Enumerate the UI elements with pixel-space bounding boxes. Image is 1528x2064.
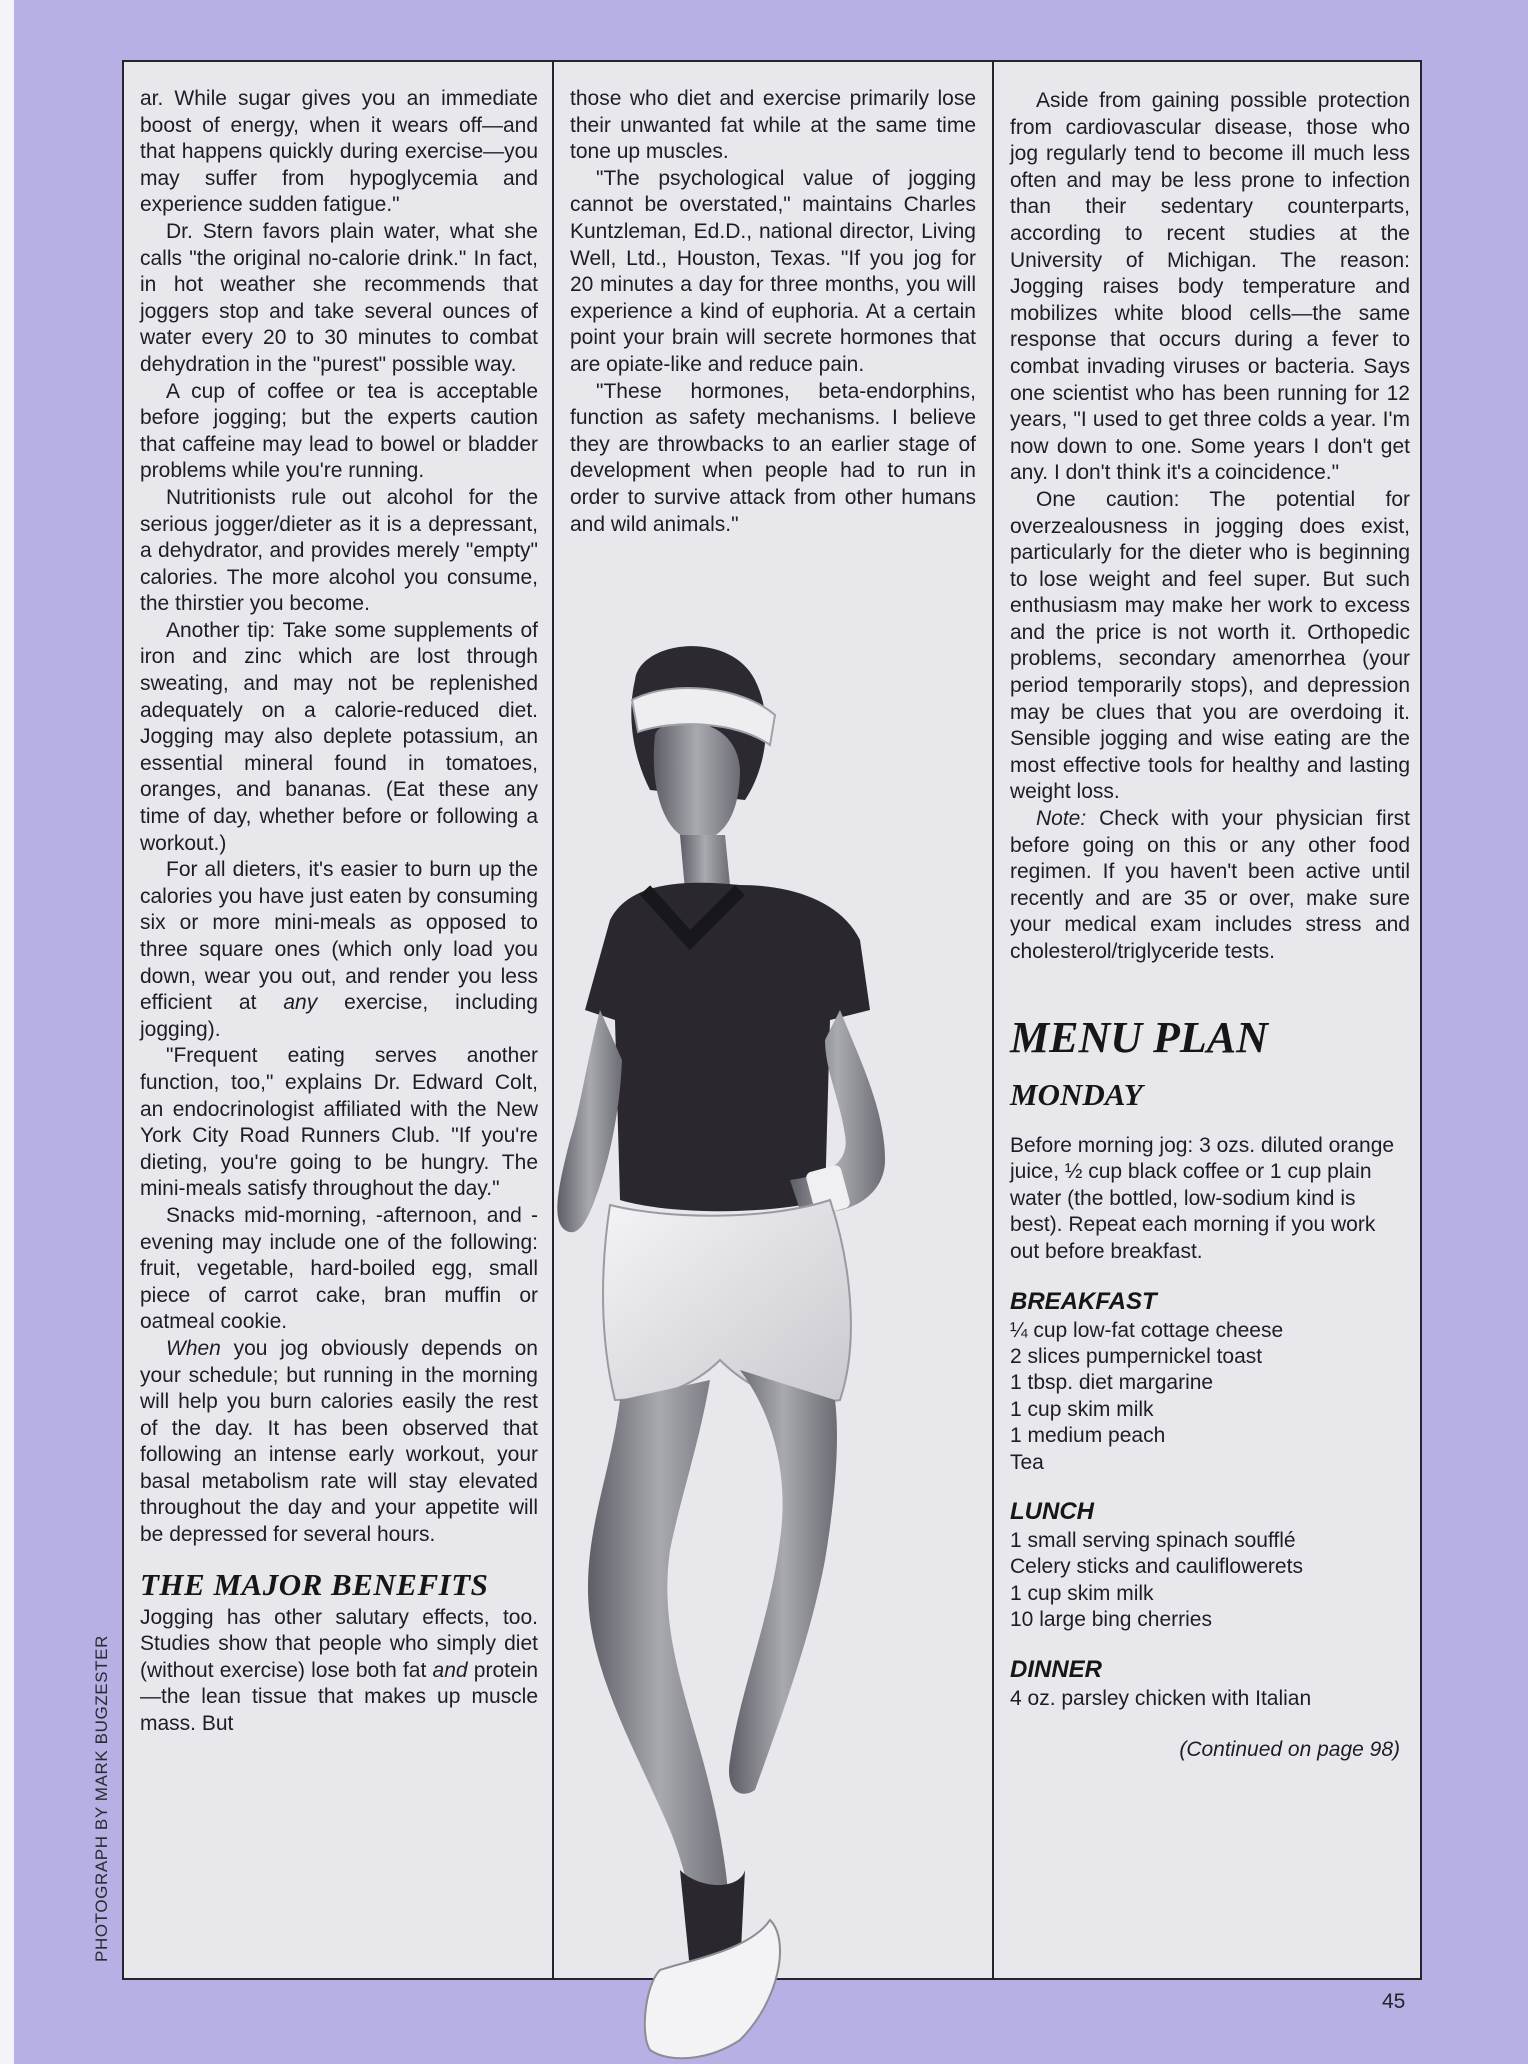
paragraph: Another tip: Take some supplements of iron and zinc which are lost through sweating, and may not be replenished adequately on a calorie-reduced diet. Jogging may also deplete potassium, an essential mineral found in tomatoes, oranges, and bananas. (Eat these any time of day, whether before or following a workout.) xyxy=(140,618,538,855)
emphasis: When xyxy=(166,1336,221,1360)
dinner-heading: DINNER xyxy=(1010,1655,1103,1683)
menu-intro: Before morning jog: 3 ozs. diluted orange juice, ½ cup black coffee or 1 cup plain water (the bottled, low-sodium kind is best). Repeat each morning if you work out before breakfast. xyxy=(1010,1133,1395,1263)
page-number: 45 xyxy=(1382,1990,1406,2013)
lunch-heading: LUNCH xyxy=(1010,1498,1094,1525)
emphasis: any xyxy=(283,991,318,1015)
menu-item: 1 cup skim milk xyxy=(1010,1581,1154,1605)
text-run: Check with your physician first before going on this or any other food regimen. If you haven't been active until recently and are 35 or over, make sure your medical exam includes stress and cholesterol/triglyceride tests. xyxy=(1010,807,1410,963)
paragraph xyxy=(140,857,538,1043)
paragraph: Dr. Stern favors plain water, what she calls "the original no-calorie drink." In fact, in hot weather she recommends that joggers stop and take several ounces of water every 20 to 30 minutes to combat dehydration in the "purest" possible way. xyxy=(140,219,538,376)
menu-item: 1 tbsp. diet margarine xyxy=(1010,1371,1214,1395)
paragraph: One caution: The potential for overzealousness in jogging does exist, particularly for the dieter who is beginning to lose weight and feel super. But such enthusiasm may make her work to excess and the price is not worth it. Orthopedic problems, secondary amenorrhea (your period temporarily stops), and depression may be clues that you are overdoing it. Sensible jogging and wise eating are the most effective tools for healthy and lasting weight loss. xyxy=(1010,487,1410,804)
paragraph: Snacks mid-morning, -afternoon, and -evening may include one of the following: fruit, vegetable, hard-boiled egg, small piece of carrot cake, bran muffin or oatmeal cookie. xyxy=(140,1203,538,1334)
emphasis: and xyxy=(432,1658,468,1682)
menu-item: 1 medium peach xyxy=(1010,1424,1166,1448)
breakfast-heading: BREAKFAST xyxy=(1010,1287,1157,1315)
column-1 xyxy=(124,62,554,1978)
paragraph xyxy=(1010,806,1410,966)
text-run: protein—the lean tissue that makes up muscle mass. But xyxy=(140,1658,539,1736)
paragraph: "These hormones, beta-endorphins, function as safety mechanisms. I believe they are throwbacks to an earlier stage of development when people had to run in order to survive attack from other humans and wild animals." xyxy=(570,379,976,536)
paragraph: "Frequent eating serves another function, too," explains Dr. Edward Colt, an endocrinologist affiliated with the New York City Road Runners Club. "If you're dieting, you're going to be hungry. The mini-meals satisfy throughout the day." xyxy=(140,1044,538,1201)
menu-item: Tea xyxy=(1010,1450,1044,1474)
menu-item: 2 slices pumpernickel toast xyxy=(1010,1344,1263,1368)
column-3 xyxy=(994,62,1424,1978)
menu-item: 4 oz. parsley chicken with Italian xyxy=(1010,1686,1312,1710)
paragraph: A cup of coffee or tea is acceptable before jogging; but the experts caution that caffeine may lead to bowel or bladder problems while you're running. xyxy=(140,379,538,483)
paragraph: Nutritionists rule out alcohol for the serious jogger/dieter as it is a depressant, a dehydrator, and provides merely "empty" calories. The more alcohol you consume, the thirstier you become. xyxy=(140,485,538,616)
paragraph xyxy=(140,1605,538,1738)
menu-item: 10 large bing cherries xyxy=(1010,1608,1212,1632)
page-edge xyxy=(0,0,14,2064)
day-heading: MONDAY xyxy=(1010,1076,1143,1112)
text-run: Jogging has other salutary effects, too. Studies show that people who simply diet (without exercise) lose both fat xyxy=(140,1605,538,1682)
section-heading: THE MAJOR BENEFITS xyxy=(140,1566,489,1602)
continued-note: (Continued on page 98) xyxy=(1179,1738,1400,1762)
photo-credit: PHOTOGRAPH BY MARK BUGZESTER xyxy=(92,1635,111,1962)
paragraph: ar. While sugar gives you an immediate boost of energy, when it wears off—and that happens quickly during exercise—you may suffer from hypoglycemia and experience sudden fatigue." xyxy=(140,87,538,217)
paragraph xyxy=(140,1336,538,1549)
paragraph: "The psychological value of jogging cannot be overstated," maintains Charles Kuntzleman, Ed.D., national director, Living Well, Ltd., Houston, Texas. "If you jog for 20 minutes a day for three months, you will experience a kind of euphoria. At a certain point your brain will secrete hormones that are opiate-like and reduce pain. xyxy=(570,166,976,376)
paragraph: those who diet and exercise primarily lose their unwanted fat while at the same time tone up muscles. xyxy=(570,87,976,164)
paragraph: Aside from gaining possible protection from cardiovascular disease, those who jog regularly tend to become ill much less often and may be less prone to infection than their sedentary counterparts, according to recent studies at the University of Michigan. The reason: Jogging raises body temperature and mobilizes white blood cells—the same response that occurs during a fever to combat invading viruses or bacteria. Says one scientist who has been running for 12 years, "I used to get three colds a year. I'm now down to one. Some years I don't get any. I don't think it's a coincidence." xyxy=(1010,89,1410,485)
emphasis: Note: xyxy=(1036,807,1087,831)
text-run: exercise, including jogging). xyxy=(140,991,538,1041)
text-run: For all dieters, it's easier to burn up the calories you have just eaten by consuming six or more mini-meals as opposed to three square ones (which only load you down, wear you out, and render you less efficient at xyxy=(140,858,538,1015)
jogger-photo xyxy=(540,640,1010,2064)
menu-item: 1 small serving spinach soufflé xyxy=(1010,1529,1296,1552)
menu-item: ¼ cup low-fat cottage cheese xyxy=(1010,1318,1284,1342)
menu-item: Celery sticks and cauliflowerets xyxy=(1010,1555,1303,1579)
menu-item: 1 cup skim milk xyxy=(1010,1397,1154,1421)
text-run: you jog obviously depends on your schedule; but running in the morning will help you burn calories easily the rest of the day. It has been observed that following an intense early workout, your basal metabolism rate will stay elevated throughout the day and your appetite will be depressed for several hours. xyxy=(140,1336,538,1547)
menu-plan-heading: MENU PLAN xyxy=(1010,1012,1268,1062)
